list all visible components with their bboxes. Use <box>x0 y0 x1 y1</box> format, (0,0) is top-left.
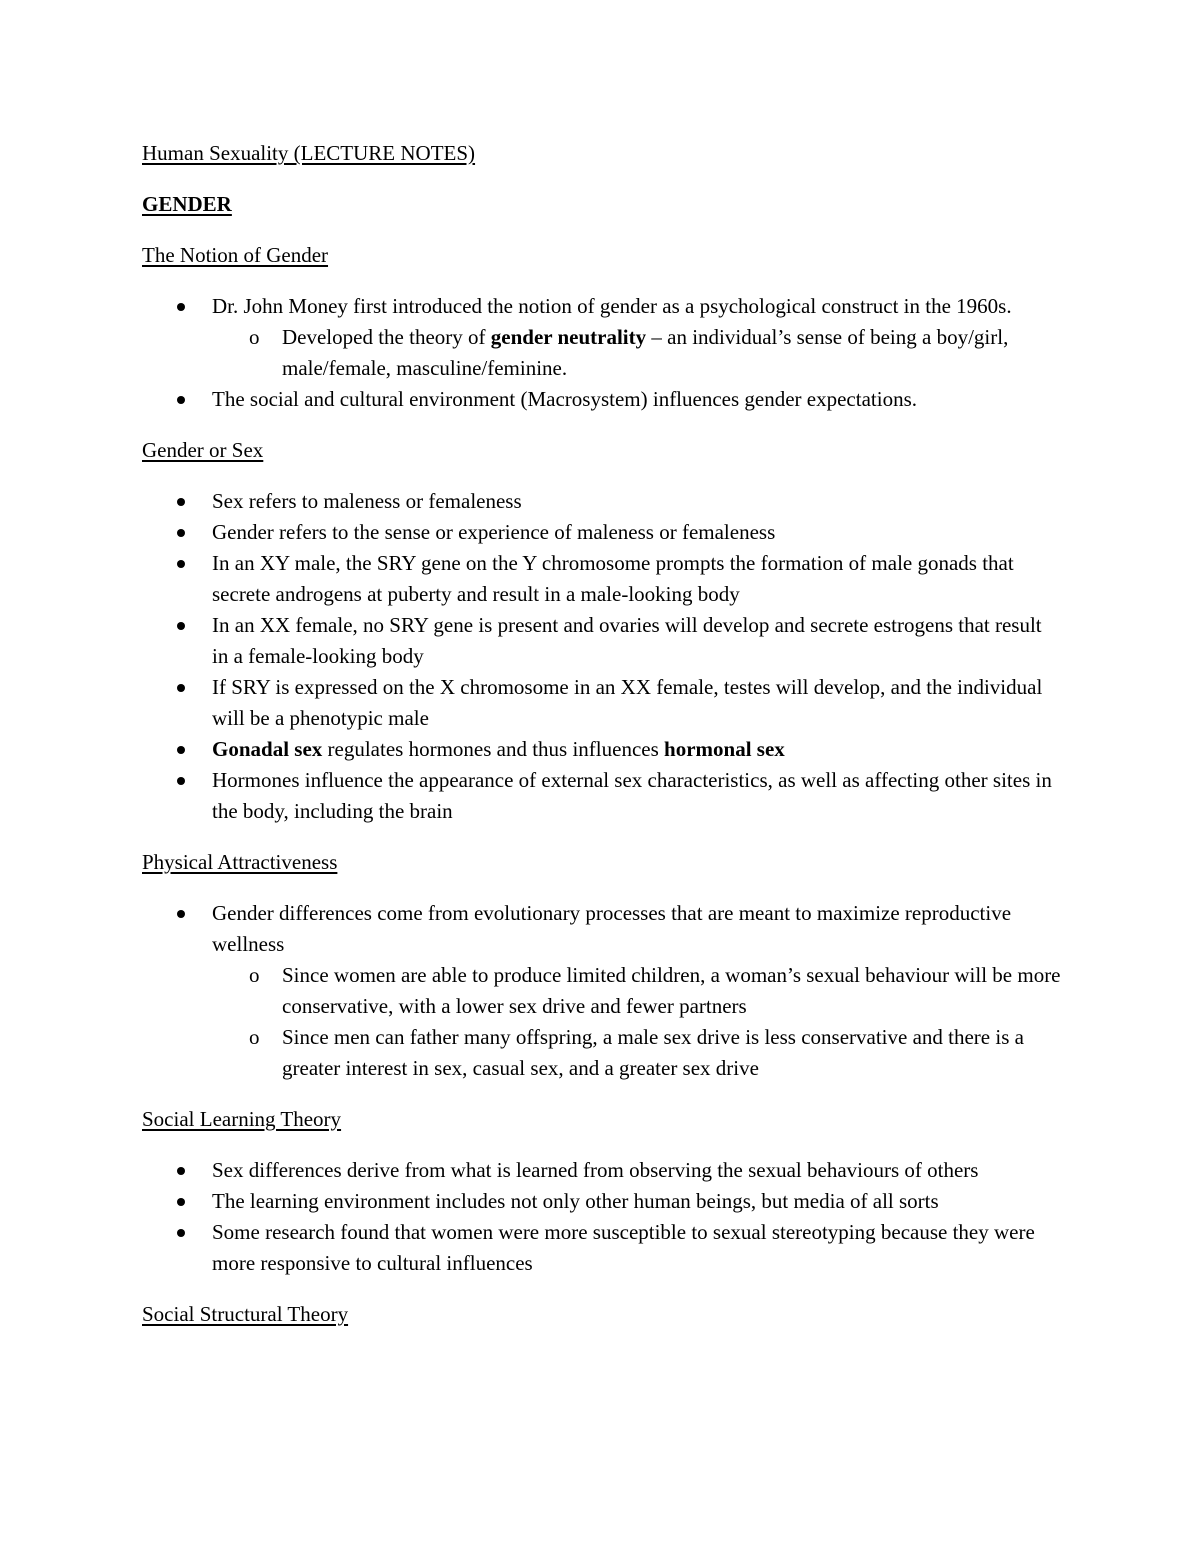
list-item <box>142 610 1062 672</box>
list-item <box>142 486 1062 517</box>
bullet-text: Since women are able to produce limited children, a woman’s sexual behaviour will be more conservative, with a lower sex drive and fewer partners <box>282 963 1061 1018</box>
list-item <box>142 898 1062 1084</box>
document-title: Human Sexuality (LECTURE NOTES) <box>142 141 476 165</box>
list-item <box>142 1217 1062 1279</box>
list-item <box>142 1155 1062 1186</box>
heading-gender-or-sex: Gender or Sex <box>142 438 264 462</box>
social-learning-list <box>142 1155 1062 1279</box>
bullet-text: regulates hormones and thus influences <box>322 737 665 761</box>
bold-term: hormonal sex <box>664 737 785 761</box>
list-item <box>142 1186 1062 1217</box>
bold-term: gender neutrality <box>490 325 647 349</box>
heading-physical-attractiveness: Physical Attractiveness <box>142 850 338 874</box>
sub-list-item <box>212 960 1062 1022</box>
bullet-text: Gender refers to the sense or experience of maleness or femaleness <box>212 520 776 544</box>
document-page <box>142 138 1062 1330</box>
physical-attractiveness-list <box>142 898 1062 1084</box>
bullet-text: If SRY is expressed on the X chromosome in an XX female, testes will develop, and the individual will be a phenotypic male <box>212 675 1043 730</box>
main-heading: GENDER <box>142 192 232 216</box>
bullet-text: Gender differences come from evolutionary processes that are meant to maximize reproductive wellness <box>212 901 1012 956</box>
sub-list-item <box>212 1022 1062 1084</box>
heading-social-learning-theory: Social Learning Theory <box>142 1107 342 1131</box>
sub-list-item <box>212 322 1062 384</box>
list-item <box>142 384 1062 415</box>
heading-social-structural-theory: Social Structural Theory <box>142 1302 349 1326</box>
bullet-text: Dr. John Money first introduced the notion of gender as a psychological construct in the 1960s. <box>212 294 1012 318</box>
bullet-text: In an XX female, no SRY gene is present and ovaries will develop and secrete estrogens that result in a female-looking body <box>212 613 1042 668</box>
list-item <box>142 765 1062 827</box>
bullet-text: Developed the theory of <box>282 325 491 349</box>
list-item <box>142 517 1062 548</box>
bullet-text: The social and cultural environment (Macrosystem) influences gender expectations. <box>212 387 917 411</box>
sub-list <box>212 960 1062 1084</box>
bullet-text: Sex refers to maleness or femaleness <box>212 489 522 513</box>
gender-or-sex-list <box>142 486 1062 827</box>
bullet-text: Sex differences derive from what is learned from observing the sexual behaviours of others <box>212 1158 979 1182</box>
list-item <box>142 734 1062 765</box>
bold-term: Gonadal sex <box>212 737 323 761</box>
list-item <box>142 548 1062 610</box>
list-item <box>142 291 1062 384</box>
bullet-text: The learning environment includes not only other human beings, but media of all sorts <box>212 1189 939 1213</box>
sub-list <box>212 322 1062 384</box>
bullet-text: Hormones influence the appearance of external sex characteristics, as well as affecting other sites in the body, including the brain <box>212 768 1052 823</box>
bullet-text: In an XY male, the SRY gene on the Y chromosome prompts the formation of male gonads that secrete androgens at puberty and result in a male-looking body <box>212 551 1014 606</box>
bullet-text: Since men can father many offspring, a male sex drive is less conservative and there is a greater interest in sex, casual sex, and a greater sex drive <box>282 1025 1024 1080</box>
bullet-text: Some research found that women were more susceptible to sexual stereotyping because they were more responsive to cultural influences <box>212 1220 1035 1275</box>
notion-list <box>142 291 1062 415</box>
bullet-text: – an individual’s sense of being a boy/girl, male/female, masculine/feminine. <box>282 325 1009 380</box>
list-item <box>142 672 1062 734</box>
heading-notion-of-gender: The Notion of Gender <box>142 243 329 267</box>
